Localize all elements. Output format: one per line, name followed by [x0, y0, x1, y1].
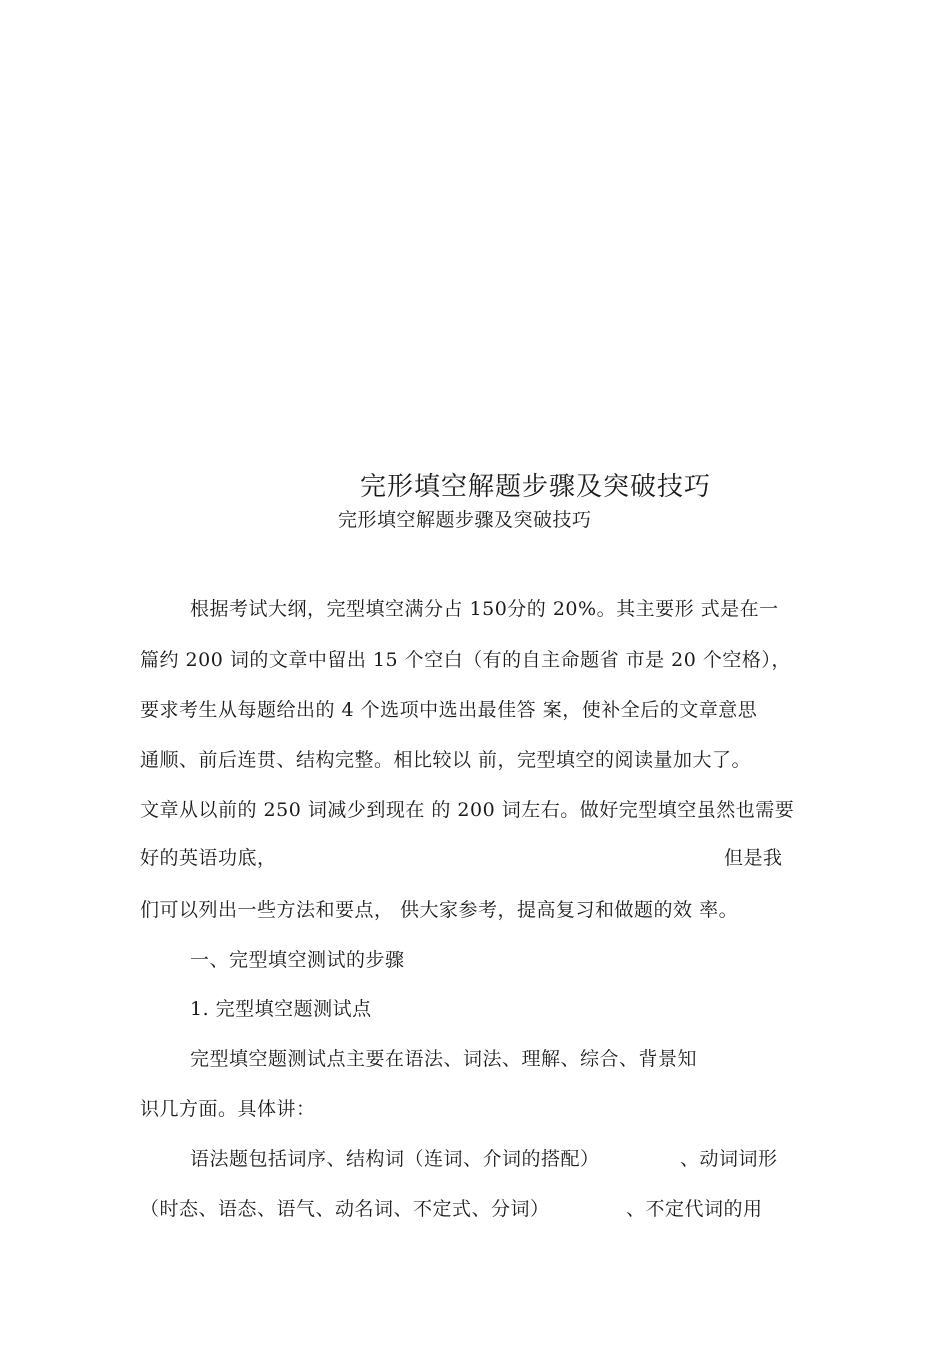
paragraph-line: 们可以列出一些方法和要点， 供大家参考，提高复习和做题的效 率。: [140, 899, 739, 921]
paragraph-line: 文章从以前的 250 词减少到现在 的 200 词左右。做好完型填空虽然也需要: [140, 799, 795, 821]
paragraph-line: 要求考生从每题给出的 4 个选项中选出最佳答 案，使补全后的文章意思: [140, 699, 758, 721]
paragraph-line: 语法题包括词序、结构词（连词、介词的搭配）: [190, 1148, 600, 1170]
paragraph-line: 识几方面。具体讲：: [140, 1098, 316, 1120]
paragraph-line: 、动词词形: [680, 1148, 778, 1170]
paragraph-line: 好的英语功底，: [140, 847, 277, 869]
section-heading: 一、完型填空测试的步骤: [190, 949, 405, 971]
document-title: 完形填空解题步骤及突破技巧: [360, 472, 712, 502]
paragraph-line: 根据考试大纲，完型填空满分占 150分的 20%。其主要形 式是在一: [190, 598, 779, 620]
paragraph-line: 完型填空题测试点主要在语法、词法、理解、综合、背景知: [190, 1048, 698, 1070]
paragraph-line: 但是我: [724, 847, 783, 869]
subsection-heading: 1. 完型填空题测试点: [190, 998, 372, 1020]
paragraph-line: （时态、语态、语气、动名词、不定式、分词）: [140, 1198, 550, 1220]
paragraph-line: 篇约 200 词的文章中留出 15 个空白（有的自主命题省 市是 20 个空格），: [140, 649, 791, 671]
document-subtitle: 完形填空解题步骤及突破技巧: [338, 509, 592, 531]
paragraph-line: 通顺、前后连贯、结构完整。相比较以 前，完型填空的阅读量加大了。: [140, 749, 752, 771]
paragraph-line: 、不定代词的用: [626, 1198, 763, 1220]
